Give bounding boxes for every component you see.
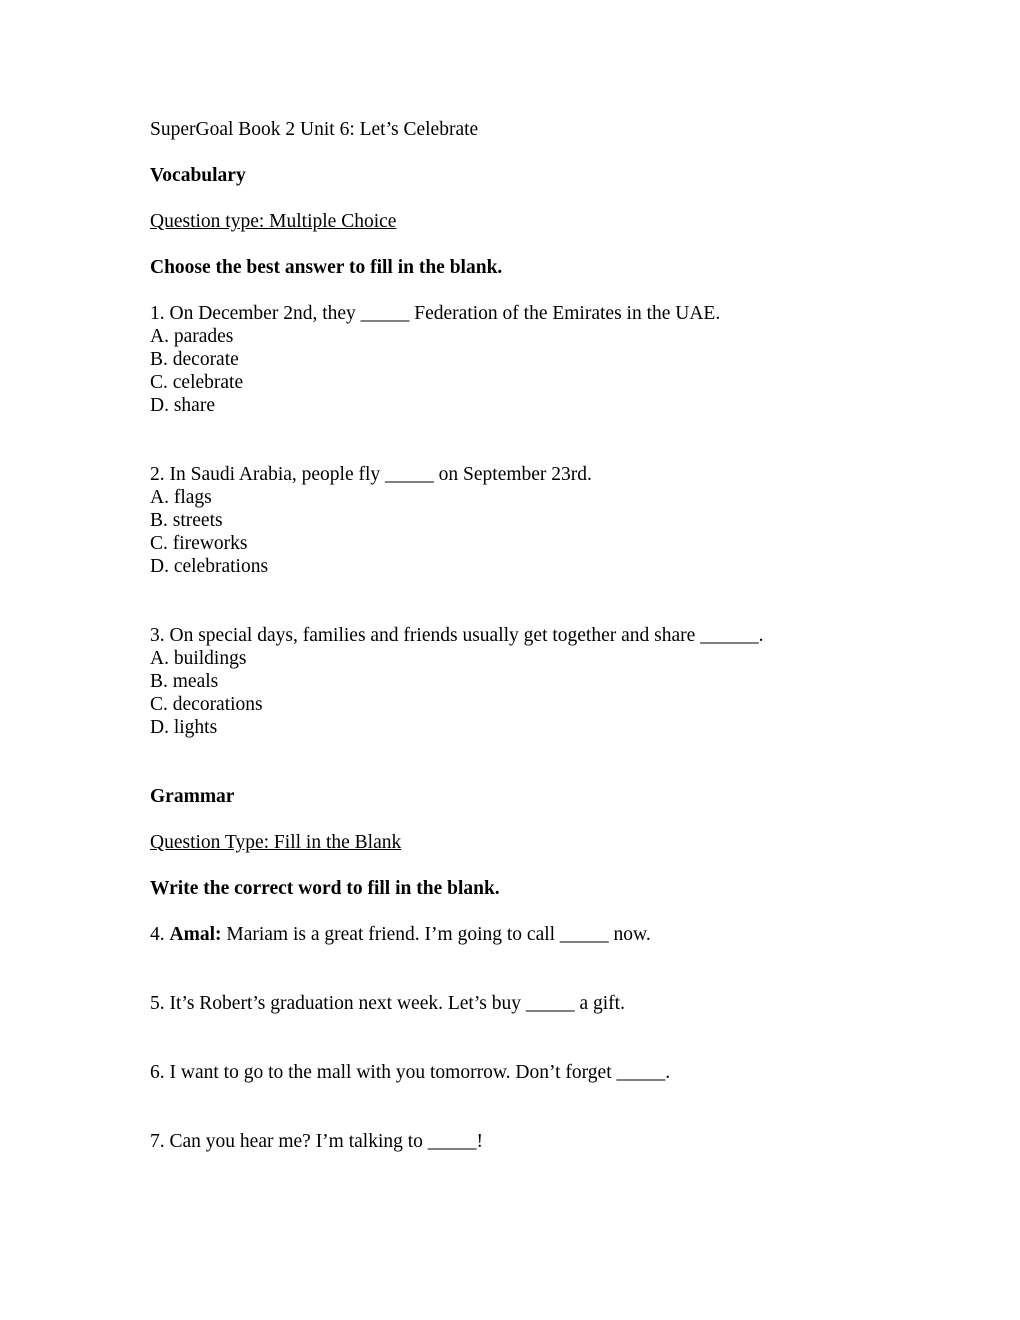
question-7-text: 7. Can you hear me? I’m talking to _____! [150,1131,484,1152]
question-type-line-grammar [150,831,880,854]
question-2 [150,463,880,578]
question-2-option-b: B. streets [150,510,223,531]
question-1-prompt: 1. On December 2nd, they _____ Federation of the Emirates in the UAE. [150,303,721,324]
question-1-option-d: D. share [150,395,215,416]
question-type-line-vocabulary [150,210,880,233]
question-2-option-c: C. fireworks [150,533,248,554]
document-title: SuperGoal Book 2 Unit 6: Let’s Celebrate [150,119,479,140]
question-4-number: 4. [150,924,170,945]
question-1-option-c: C. celebrate [150,372,244,393]
question-1-option-b: B. decorate [150,349,239,370]
question-2-option-d: D. celebrations [150,556,269,577]
question-4 [150,923,880,946]
question-4-text: Mariam is a great friend. I’m going to call _____ now. [221,924,651,945]
question-2-prompt: 2. In Saudi Arabia, people fly _____ on September 23rd. [150,464,592,485]
question-3-option-d: D. lights [150,717,218,738]
section-heading-vocabulary: Vocabulary [150,165,246,186]
question-2-option-a: A. flags [150,487,212,508]
question-3-prompt: 3. On special days, families and friends usually get together and share ______. [150,625,764,646]
question-3-option-b: B. meals [150,671,219,692]
question-1 [150,302,880,417]
instruction-grammar: Write the correct word to fill in the blank. [150,878,500,899]
question-type-vocabulary: Question type: Multiple Choice [150,211,397,232]
question-5 [150,992,880,1015]
section-heading-grammar: Grammar [150,786,235,807]
question-6-text: 6. I want to go to the mall with you tomorrow. Don’t forget _____. [150,1062,671,1083]
question-6 [150,1061,880,1084]
question-3-option-c: C. decorations [150,694,263,715]
question-3-option-a: A. buildings [150,648,247,669]
question-7 [150,1130,880,1153]
instruction-vocabulary: Choose the best answer to fill in the blank. [150,257,503,278]
question-type-grammar: Question Type: Fill in the Blank [150,832,402,853]
question-1-option-a: A. parades [150,326,234,347]
question-4-speaker: Amal: [169,924,222,945]
question-5-text: 5. It’s Robert’s graduation next week. Let’s buy _____ a gift. [150,993,625,1014]
question-3 [150,624,880,739]
